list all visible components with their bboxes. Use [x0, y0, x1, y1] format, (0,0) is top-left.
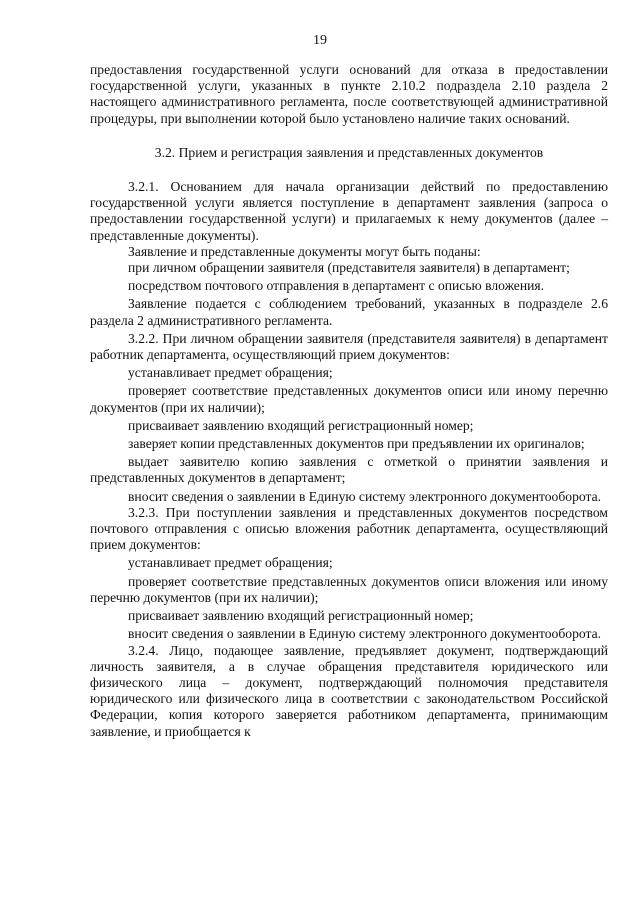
- list-item-register-edms: вносит сведения о заявлении в Единую систему электронного документооборота.: [128, 488, 602, 504]
- paragraph-continuation: предоставления государственной услуги оснований для отказа в предоставлении государственной услуги, указанных в пункте 2.10.2 подраздела 2.10 раздела 2 настоящего административного регламента, после соответствующей административной процедуры, при выполнении которой было установлено наличие таких оснований.: [90, 62, 608, 126]
- list-item-assign-number: присваивает заявлению входящий регистрационный номер;: [128, 417, 474, 433]
- paragraph-3-2-1: 3.2.1. Основанием для начала организации действий по предоставлению государственной услуги является поступление в департамент заявления (запроса о предоставлении государственной услуги) и прилагаемых к нему документов (далее – представленные документы).: [90, 179, 608, 243]
- list-item-assign-number-postal: присваивает заявлению входящий регистрационный номер;: [128, 608, 474, 624]
- page-number: 19: [313, 33, 327, 48]
- paragraph-3-2-3: 3.2.3. При поступлении заявления и представленных документов посредством почтового отправления с описью вложения работник департамента, осуществляющий прием документов:: [90, 504, 608, 553]
- list-item-issue-copy: выдает заявителю копию заявления с отметкой о принятии заявления и представленных документов в департамент;: [90, 454, 608, 486]
- list-item-personal: при личном обращении заявителя (представителя заявителя) в департамент;: [128, 260, 570, 276]
- paragraph-submission-ways: Заявление и представленные документы могут быть поданы:: [128, 243, 481, 259]
- paragraph-3-2-2: 3.2.2. При личном обращении заявителя (представителя заявителя) в департамент работник департамента, осуществляющий прием документов:: [90, 330, 608, 363]
- list-item-postal: посредством почтового отправления в департамент с описью вложения.: [128, 278, 545, 294]
- paragraph-3-2-4: 3.2.4. Лицо, подающее заявление, предъявляет документ, подтверждающий личность заявителя, а в случае обращения представителя юридического или физического лица – документ, подтверждающий полномочия представителя юридического или физического лица в соответствии с законодательством Российской Федерации, копия которого заверяется работником департамента, принимающим заявление, и приобщается к: [90, 642, 608, 739]
- list-item-check-inventory: проверяет соответствие представленных документов описи или иному перечню документов (при их наличии);: [90, 383, 608, 415]
- list-item-check-inventory-postal: проверяет соответствие представленных документов описи вложения или иному перечню документов (при их наличии);: [90, 573, 608, 605]
- list-item-subject-postal: устанавливает предмет обращения;: [128, 555, 333, 571]
- section-heading: 3.2. Прием и регистрация заявления и представленных документов: [154, 144, 544, 160]
- paragraph-requirements: Заявление подается с соблюдением требований, указанных в подразделе 2.6 раздела 2 административного регламента.: [90, 296, 608, 328]
- list-item-subject: устанавливает предмет обращения;: [128, 365, 333, 381]
- list-item-register-edms-postal: вносит сведения о заявлении в Единую систему электронного документооборота.: [128, 626, 602, 642]
- list-item-certify-copies: заверяет копии представленных документов при предъявлении их оригиналов;: [128, 436, 585, 452]
- document-body: [90, 62, 608, 740]
